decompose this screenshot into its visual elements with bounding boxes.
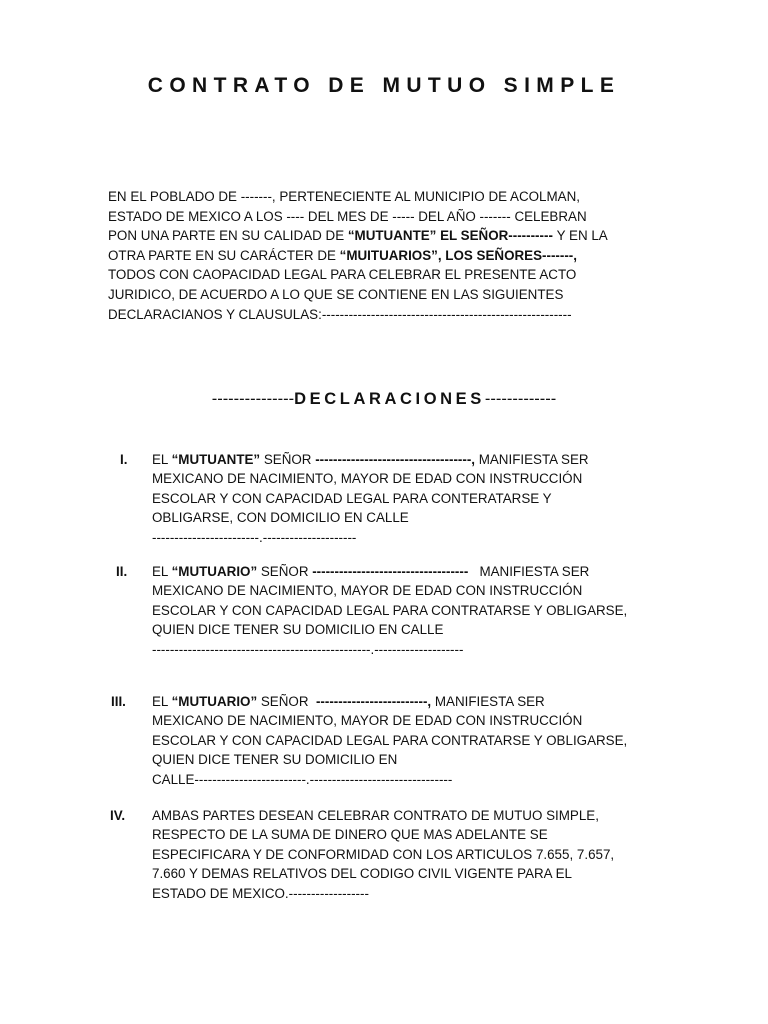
item-number: II. xyxy=(116,564,128,579)
party-label: “MUTUARIO” xyxy=(171,694,258,709)
item-line: QUIEN DICE TENER SU DOMICILIO EN CALLE xyxy=(152,622,444,638)
item-line xyxy=(152,562,712,581)
item-body xyxy=(152,562,712,659)
item-line: 7.660 Y DEMAS RELATIVOS DEL CODIGO CIVIL VIGENTE PARA EL xyxy=(152,866,572,882)
intro-line: JURIDICO, DE ACUERDO A LO QUE SE CONTIENE EN LAS SIGUIENTES xyxy=(108,286,564,302)
intro-line xyxy=(108,305,668,325)
name-blank: -----------------------------------, xyxy=(315,452,475,467)
item-number: III. xyxy=(111,694,126,709)
item-line xyxy=(152,692,712,711)
item-number: IV. xyxy=(110,808,126,823)
intro-paragraph xyxy=(108,187,668,324)
intro-text: DECLARACIANOS Y CLAUSULAS: xyxy=(108,306,322,322)
item-line: RESPECTO DE LA SUMA DE DINERO QUE MAS ADELANTE SE xyxy=(152,827,548,843)
item-text: MANIFIESTA SER xyxy=(468,564,590,579)
name-blank: ----------------------------------- xyxy=(312,564,469,579)
intro-text: Y EN LA xyxy=(556,228,608,244)
document-title: CONTRATO DE MUTUO SIMPLE xyxy=(147,74,621,97)
item-text: MANIFIESTA SER xyxy=(431,694,545,709)
name-blank: -------------------------, xyxy=(315,694,432,709)
item-number: I. xyxy=(120,452,128,467)
item-line: QUIEN DICE TENER SU DOMICILIO EN xyxy=(152,752,398,768)
party-label: “MUTUANTE” xyxy=(171,452,261,467)
item-line: ESCOLAR Y CON CAPACIDAD LEGAL PARA CONTERATARSE Y xyxy=(152,490,552,506)
intro-line: ESTADO DE MEXICO A LOS ---- DEL MES DE ----- DEL AÑO ------- CELEBRAN xyxy=(108,208,587,224)
item-body xyxy=(152,450,712,547)
mutuarios-bold: “MUITUARIOS”, LOS SEÑORES-------, xyxy=(339,247,577,263)
item-line: ESTADO DE MEXICO.------------------ xyxy=(152,885,369,901)
intro-text: PON UNA PARTE EN SU CALIDAD DE xyxy=(108,228,348,244)
declaraciones-heading xyxy=(0,390,768,409)
intro-line xyxy=(108,226,668,246)
item-line: OBLIGARSE, CON DOMICILIO EN CALLE xyxy=(152,510,409,526)
item-body xyxy=(152,692,712,789)
item-line: MEXICANO DE NACIMIENTO, MAYOR DE EDAD CON INSTRUCCIÓN xyxy=(152,713,583,729)
item-line: MEXICANO DE NACIMIENTO, MAYOR DE EDAD CON INSTRUCCIÓN xyxy=(152,471,583,487)
intro-dashes: -------------------------------------------------------- xyxy=(321,306,572,322)
item-line: AMBAS PARTES DESEAN CELEBRAR CONTRATO DE MUTUO SIMPLE, xyxy=(152,808,599,823)
item-line: CALLE-------------------------.-------------------------------- xyxy=(152,771,453,787)
item-line: ------------------------.--------------------- xyxy=(152,529,357,545)
mutuante-bold: “MUTUANTE” EL SEÑOR---------- xyxy=(347,228,557,244)
item-line: ESCOLAR Y CON CAPACIDAD LEGAL PARA CONTRATARSE Y OBLIGARSE, xyxy=(152,602,628,618)
item-line: -------------------------------------------------.-------------------- xyxy=(152,641,464,657)
item-line: ESCOLAR Y CON CAPACIDAD LEGAL PARA CONTRATARSE Y OBLIGARSE, xyxy=(152,732,628,748)
item-text: SEÑOR xyxy=(257,694,316,709)
intro-text: OTRA PARTE EN SU CARÁCTER DE xyxy=(108,247,340,263)
heading-label: DECLARACIONES xyxy=(294,390,485,408)
item-line: ESPECIFICARA Y DE CONFORMIDAD CON LOS ARTICULOS 7.655, 7.657, xyxy=(152,846,615,862)
intro-line: TODOS CON CAOPACIDAD LEGAL PARA CELEBRAR EL PRESENTE ACTO xyxy=(108,267,577,283)
intro-line: EN EL POBLADO DE -------, PERTENECIENTE AL MUNICIPIO DE ACOLMAN, xyxy=(108,189,580,204)
item-text: EL xyxy=(152,564,172,579)
heading-dashes-left: --------------- xyxy=(211,390,295,408)
item-body xyxy=(152,806,712,903)
intro-line xyxy=(108,246,668,266)
heading-dashes-right: ------------- xyxy=(484,390,557,408)
item-text: EL xyxy=(152,694,172,709)
item-text: MANIFIESTA SER xyxy=(475,452,589,467)
item-text: EL xyxy=(152,452,172,467)
item-text: SEÑOR xyxy=(257,564,313,579)
item-text: SEÑOR xyxy=(260,452,316,467)
party-label: “MUTUARIO” xyxy=(171,564,258,579)
item-line xyxy=(152,450,712,469)
item-line: MEXICANO DE NACIMIENTO, MAYOR DE EDAD CON INSTRUCCIÓN xyxy=(152,583,583,599)
